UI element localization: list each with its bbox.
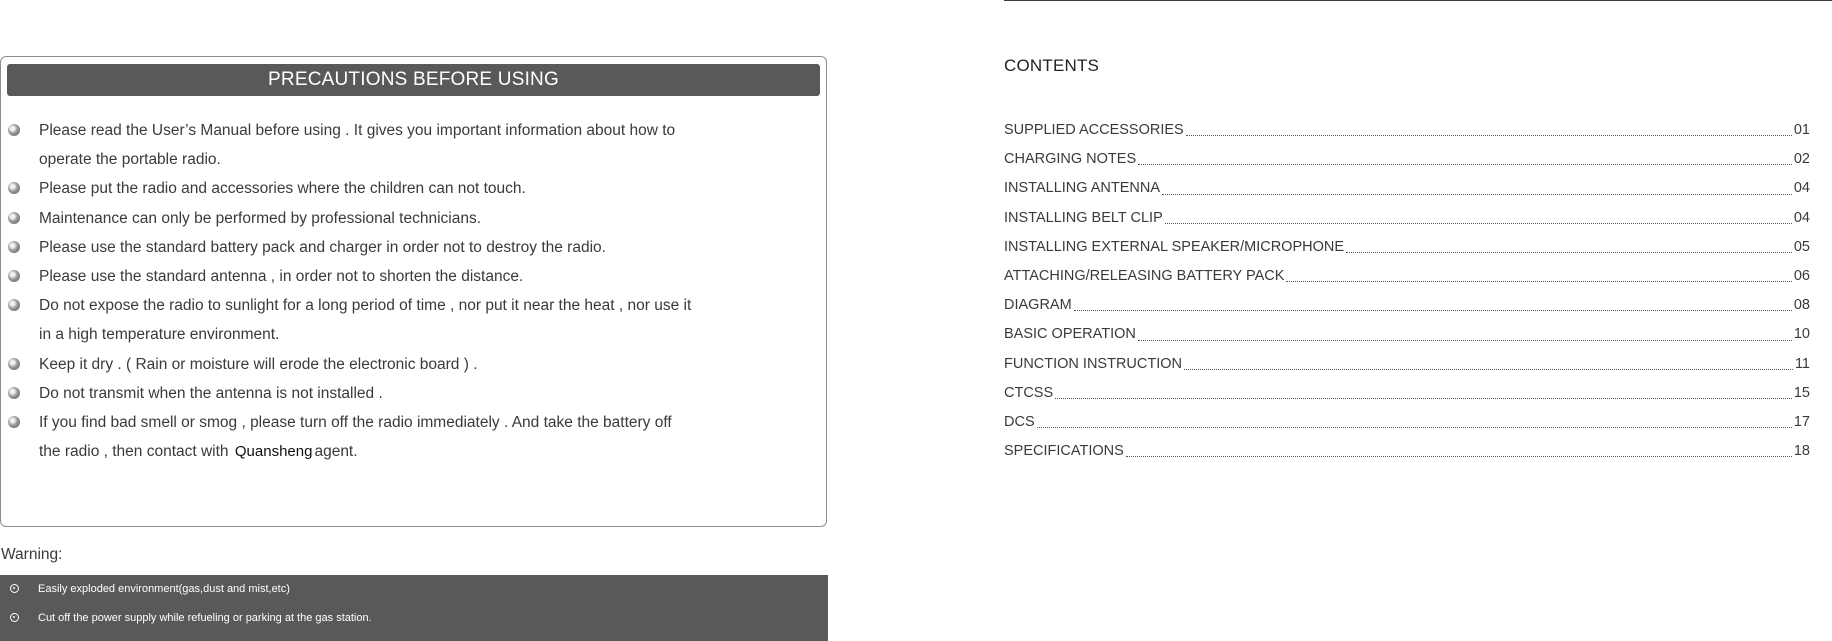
precautions-title: PRECAUTIONS BEFORE USING (7, 64, 820, 96)
precaution-text: If you find bad smell or smog , please turn off the radio immediately . And take the battery off (39, 414, 672, 432)
toc-page-number: 05 (1793, 238, 1810, 255)
bullet-icon (8, 299, 20, 311)
toc-entry[interactable] (1004, 379, 1810, 408)
toc-page-number: 18 (1793, 443, 1810, 460)
bullet-icon (8, 358, 20, 370)
toc-page-number: 06 (1793, 268, 1810, 285)
toc-title: INSTALLING ANTENNA (1004, 180, 1161, 197)
bullet-icon (8, 241, 20, 253)
toc-title: CTCSS (1004, 384, 1054, 401)
toc-page-number: 11 (1794, 355, 1810, 372)
precaution-text: Do not transmit when the antenna is not installed . (39, 384, 383, 402)
precaution-text: Please use the standard battery pack and charger in order not to destroy the radio. (39, 238, 606, 256)
warning-panel (0, 575, 828, 641)
toc-page-number: 15 (1793, 384, 1810, 401)
precaution-item (1, 408, 821, 466)
toc-entry[interactable] (1004, 233, 1810, 262)
toc-dot-leader (1037, 426, 1792, 428)
precaution-item (1, 204, 821, 233)
toc-page-number: 17 (1793, 414, 1810, 431)
precaution-text: Do not expose the radio to sunlight for a long period of time , nor put it near the heat , nor use it (39, 297, 692, 315)
warning-text: Easily exploded environment(gas,dust and mist,etc) (38, 583, 290, 595)
toc-dot-leader (1165, 222, 1792, 224)
warning-text: Cut off the power supply while refueling or parking at the gas station. (38, 612, 372, 624)
precaution-text: Keep it dry . ( Rain or moisture will erode the electronic board ) . (39, 355, 478, 373)
bullet-icon (8, 212, 20, 224)
precaution-text-last (39, 437, 821, 466)
toc-entry[interactable] (1004, 116, 1810, 145)
toc-entry[interactable] (1004, 350, 1810, 379)
toc-title: CHARGING NOTES (1004, 151, 1137, 168)
toc-page-number: 10 (1793, 326, 1810, 343)
toc-title: SPECIFICATIONS (1004, 443, 1124, 460)
toc-entry[interactable] (1004, 320, 1810, 349)
precaution-item (1, 262, 821, 291)
bullet-icon (8, 416, 20, 428)
toc-dot-leader (1286, 280, 1791, 282)
toc-dot-leader (1138, 339, 1792, 341)
toc-title: DCS (1004, 414, 1035, 431)
precaution-text: operate the portable radio. (39, 151, 221, 169)
toc-title: BASIC OPERATION (1004, 326, 1136, 343)
toc-dot-leader (1186, 134, 1792, 136)
precaution-list (1, 116, 821, 466)
top-rule (1004, 0, 1832, 1)
toc-page-number: 01 (1793, 122, 1810, 138)
toc-title: INSTALLING BELT CLIP (1004, 209, 1163, 226)
precaution-text: Please use the standard antenna , in order not to shorten the distance. (39, 268, 524, 286)
precaution-text: Please read the User’s Manual before using . It gives you important information about how to (39, 122, 676, 139)
bullet-icon (8, 182, 20, 194)
toc-entry[interactable] (1004, 145, 1810, 174)
toc-dot-leader (1162, 193, 1792, 195)
warning-label: Warning: (1, 546, 63, 563)
toc-page-number: 02 (1793, 151, 1810, 168)
precaution-text-after-brand: agent. (314, 443, 358, 461)
precaution-text: Please put the radio and accessories where the children can not touch. (39, 180, 526, 198)
toc-dot-leader (1346, 251, 1792, 253)
toc-title: DIAGRAM (1004, 297, 1072, 314)
warning-item (0, 575, 828, 604)
brand-name: Quansheng (234, 443, 313, 461)
bullet-icon (8, 387, 20, 399)
toc-dot-leader (1055, 397, 1792, 399)
warning-item (0, 604, 828, 633)
precaution-text: in a high temperature environment. (39, 326, 280, 344)
toc-entry[interactable] (1004, 204, 1810, 233)
ring-bullet-icon (10, 584, 19, 593)
toc-dot-leader (1126, 455, 1792, 457)
precaution-item (1, 350, 821, 379)
precautions-box (0, 56, 827, 527)
toc-title: INSTALLING EXTERNAL SPEAKER/MICROPHONE (1004, 238, 1345, 255)
bullet-icon (8, 270, 20, 282)
toc-entry[interactable] (1004, 408, 1810, 437)
toc-entry[interactable] (1004, 174, 1810, 203)
precaution-item (1, 291, 821, 349)
precaution-item (1, 116, 821, 174)
precaution-item (1, 174, 821, 203)
toc-title: FUNCTION INSTRUCTION (1004, 355, 1183, 372)
toc-entry[interactable] (1004, 262, 1810, 291)
bullet-icon (8, 124, 20, 136)
toc-page-number: 04 (1793, 180, 1810, 197)
precaution-item (1, 379, 821, 408)
toc-dot-leader (1074, 309, 1792, 311)
toc-page-number: 04 (1793, 209, 1810, 226)
table-of-contents (1004, 116, 1810, 466)
toc-page-number: 08 (1793, 297, 1810, 314)
toc-title: SUPPLIED ACCESSORIES (1004, 122, 1184, 138)
toc-entry[interactable] (1004, 291, 1810, 320)
toc-dot-leader (1138, 163, 1792, 165)
toc-title: ATTACHING/RELEASING BATTERY PACK (1004, 268, 1285, 285)
precaution-text-before-brand: the radio , then contact with (39, 443, 233, 461)
precaution-text: Maintenance can only be performed by professional technicians. (39, 209, 482, 227)
toc-entry[interactable] (1004, 437, 1810, 466)
ring-bullet-icon (10, 613, 19, 622)
contents-heading: CONTENTS (1004, 56, 1100, 75)
precaution-item (1, 233, 821, 262)
toc-dot-leader (1184, 368, 1793, 370)
